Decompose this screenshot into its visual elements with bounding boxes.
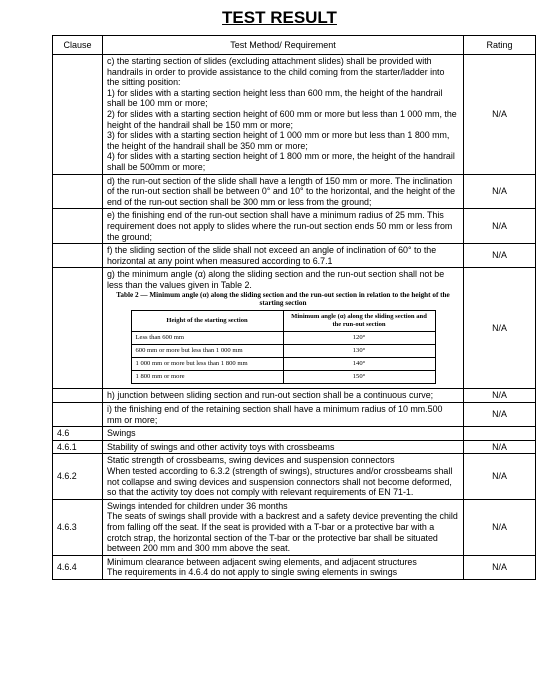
requirement-text: f) the sliding section of the slide shall not exceed an angle of inclination of 60° to the horizontal at any point when measured according to 6.7.1 [103, 244, 464, 268]
table2-angle: 150° [283, 371, 435, 384]
table-row [53, 555, 536, 579]
table2-height: 600 mm or more but less than 1 000 mm [131, 345, 283, 358]
requirement-text: d) the run-out section of the slide shall have a length of 150 mm or more. The inclination of the run-out section shall be between 0° and 10° to the horizontal, and the height of the end of the run-out section shall be 300 mm or less from the ground; [103, 174, 464, 209]
table2 [131, 310, 436, 384]
clause-cell: 4.6.2 [53, 454, 103, 499]
requirement-text: g) the minimum angle (α) along the sliding section and the run-out section shall not be less than the values given in Table 2. [107, 269, 445, 290]
table2-height: Less than 600 mm [131, 332, 283, 345]
clause-cell: 4.6.4 [53, 555, 103, 579]
clause-cell: 4.6.3 [53, 499, 103, 555]
clause-cell [53, 389, 103, 403]
requirement-text: h) junction between sliding section and run-out section shall be a continuous curve; [103, 389, 464, 403]
table-header-row [53, 36, 536, 55]
table2-row [131, 345, 435, 358]
rating-cell: N/A [464, 499, 536, 555]
table-row [53, 174, 536, 209]
table2-angle: 120° [283, 332, 435, 345]
rating-cell: N/A [464, 209, 536, 244]
rating-cell: N/A [464, 268, 536, 389]
requirement-text: Static strength of crossbeams, swing devices and suspension connectors When tested according to 6.3.2 (strength of swings), structures and/or crossbeams shall not collapse and swing devices and suspension connectors shall not become deformed, so that the activity toy does not comply with relevant requirements of EN 71-1. [103, 454, 464, 499]
table-row [53, 440, 536, 454]
rating-cell [464, 427, 536, 441]
rating-cell: N/A [464, 454, 536, 499]
rating-cell: N/A [464, 389, 536, 403]
table-row [53, 427, 536, 441]
table2-row [131, 332, 435, 345]
clause-header: Clause [53, 36, 103, 55]
requirement-text: e) the finishing end of the run-out section shall have a minimum radius of 25 mm. This requirement does not apply to slides where the run-out section ends 50 mm or less from the ground; [103, 209, 464, 244]
requirement-cell [103, 268, 464, 389]
table-row [53, 499, 536, 555]
rating-cell: N/A [464, 555, 536, 579]
table2-title: Table 2 — Minimum angle (α) along the sliding section and the run-out section in relation to the height of the starting section [116, 291, 450, 308]
requirement-text: c) the starting section of slides (excluding attachment slides) shall be provided with handrails in order to provide assistance to the child coming from the starter/ladder into the sitting position: 1) for slides with a starting section height less than 600 mm, the height of the handrail shall be 100 mm or more; 2) for slides with a starting section height of 600 mm or more but less than 1 000 mm, the height of the handrail shall be 150 mm or more; 3) for slides with a starting section height of 1 000 mm or more but less than 1 800 mm, the height of the handrail shall be 350 mm or more; 4) for slides with a starting section height of 1 800 mm or more, the height of the handrail shall be 500mm or more; [103, 55, 464, 175]
test-result-table [52, 35, 536, 580]
rating-cell: N/A [464, 244, 536, 268]
rating-cell: N/A [464, 440, 536, 454]
clause-cell [53, 174, 103, 209]
rating-cell: N/A [464, 403, 536, 427]
table2-angle: 140° [283, 358, 435, 371]
table-row [53, 244, 536, 268]
table-row [53, 55, 536, 175]
table-row [53, 268, 536, 389]
clause-cell [53, 55, 103, 175]
clause-cell: 4.6 [53, 427, 103, 441]
table2-row [131, 371, 435, 384]
requirement-text: i) the finishing end of the retaining section shall have a minimum radius of 10 mm.500 mm or more; [103, 403, 464, 427]
page-title: TEST RESULT [222, 8, 337, 27]
rating-header: Rating [464, 36, 536, 55]
table2-height: 1 800 mm or more [131, 371, 283, 384]
rating-cell: N/A [464, 174, 536, 209]
table2-col2-header: Minimum angle (α) along the sliding section and the run-out section [283, 311, 435, 332]
requirement-text: Swings [103, 427, 464, 441]
clause-cell [53, 209, 103, 244]
requirement-text: Swings intended for children under 36 months The seats of swings shall provide with a backrest and a safety device preventing the child from falling off the seat. If the seat is provided with a T-bar or a protective bar with a crotch strap, the horizontal section of the T-bar or the protective bar shall be situated between 200 mm and 300 mm above the seat. [103, 499, 464, 555]
table-row [53, 403, 536, 427]
table-row [53, 454, 536, 499]
rating-cell: N/A [464, 55, 536, 175]
table2-col1-header: Height of the starting section [131, 311, 283, 332]
method-header: Test Method/ Requirement [103, 36, 464, 55]
clause-cell [53, 244, 103, 268]
clause-cell [53, 268, 103, 389]
table-row [53, 389, 536, 403]
clause-cell [53, 403, 103, 427]
table2-angle: 130° [283, 345, 435, 358]
table2-height: 1 000 mm or more but less than 1 800 mm [131, 358, 283, 371]
table-row [53, 209, 536, 244]
requirement-text: Minimum clearance between adjacent swing elements, and adjacent structures The requirements in 4.6.4 do not apply to single swing elements in swings [103, 555, 464, 579]
table2-row [131, 358, 435, 371]
requirement-text: Stability of swings and other activity toys with crossbeams [103, 440, 464, 454]
clause-cell: 4.6.1 [53, 440, 103, 454]
